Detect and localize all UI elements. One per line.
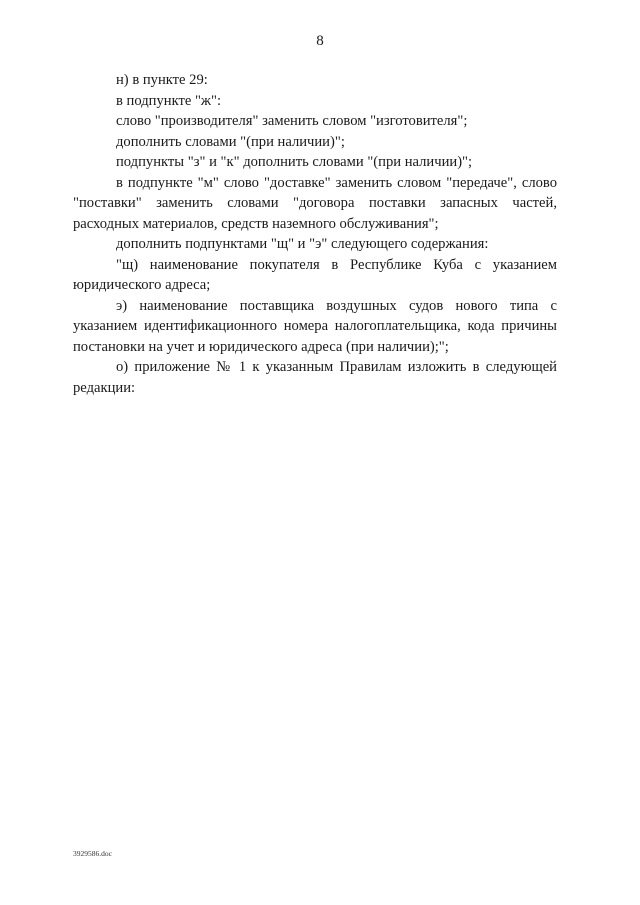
document-body [73,70,557,398]
page-number: 8 [316,33,324,49]
paragraph: дополнить подпунктами "щ" и "э" следующего содержания: [116,236,489,252]
paragraph: подпункты "з" и "к" дополнить словами "(при наличии)"; [116,154,473,170]
paragraph: н) в пункте 29: [116,72,208,88]
paragraph: в подпункте "ж": [116,92,222,109]
paragraph: о) приложение № 1 к указанным Правилам изложить в следующей редакции: [73,359,557,396]
paragraph: э) наименование поставщика воздушных судов нового типа с указанием идентификационного номера налогоплательщика, кода причины постановки на учет и юридического адреса (при наличии);"; [73,297,557,355]
paragraph: в подпункте "м" слово "доставке" заменить словом "передаче", слово "поставки" заменить словами "договора поставки запасных частей, расходных материалов, средств наземного обслуживания"; [73,174,557,232]
footer-document-id: 3929586.doc [73,849,112,858]
paragraph: "щ) наименование покупателя в Республике Куба с указанием юридического адреса; [73,256,557,293]
paragraph: дополнить словами "(при наличии)"; [116,133,345,150]
paragraph: слово "производителя" заменить словом "изготовителя"; [116,113,468,129]
